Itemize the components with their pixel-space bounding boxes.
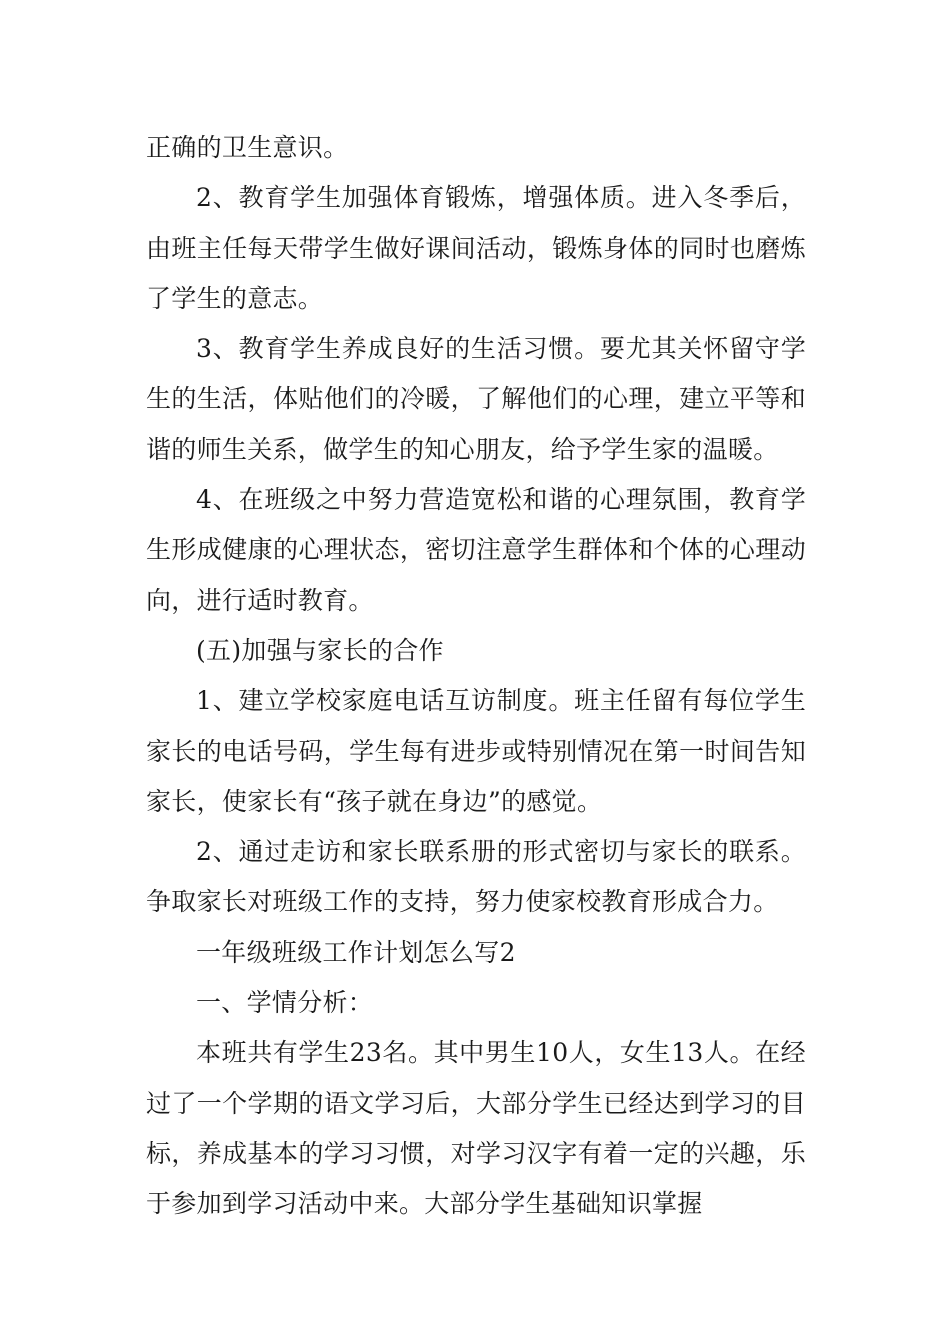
document-body: [146, 123, 806, 1230]
paragraph-phone-visits: 1、建立学校家庭电话互访制度。班主任留有每位学生家长的电话号码，学生每有进步或特别情况在第一时间告知家长，使家长有“孩子就在身边”的感觉。: [146, 686, 806, 816]
paragraph-living-habits: 3、教育学生养成良好的生活习惯。要尤其关怀留守学生的生活，体贴他们的冷暖，了解他们的心理，建立平等和谐的师生关系，做学生的知心朋友，给予学生家的温暖。: [146, 334, 806, 464]
paragraph-class-overview: 本班共有学生23名。其中男生10人，女生13人。在经过了一个学期的语文学习后，大部分学生已经达到学习的目标，养成基本的学习习惯，对学习汉字有着一定的兴趣，乐于参加到学习活动中来。大部分学生基础知识掌握: [146, 1038, 806, 1219]
section-heading-student-analysis: 一、学情分析：: [196, 988, 374, 1018]
document-title-plan-2: 一年级班级工作计划怎么写2: [196, 937, 516, 967]
paragraph-hygiene-end: 正确的卫生意识。: [146, 133, 349, 162]
paragraph-psychological-atmosphere: 4、在班级之中努力营造宽松和谐的心理氛围，教育学生形成健康的心理状态，密切注意学生群体和个体的心理动向，进行适时教育。: [146, 485, 806, 615]
paragraph-home-visits: 2、通过走访和家长联系册的形式密切与家长的联系。争取家长对班级工作的支持，努力使家校教育形成合力。: [146, 837, 806, 917]
paragraph-physical-exercise: 2、教育学生加强体育锻炼，增强体质。进入冬季后，由班主任每天带学生做好课间活动，锻炼身体的同时也磨炼了学生的意志。: [146, 183, 806, 313]
section-heading-parent-cooperation: (五)加强与家长的合作: [196, 635, 444, 665]
